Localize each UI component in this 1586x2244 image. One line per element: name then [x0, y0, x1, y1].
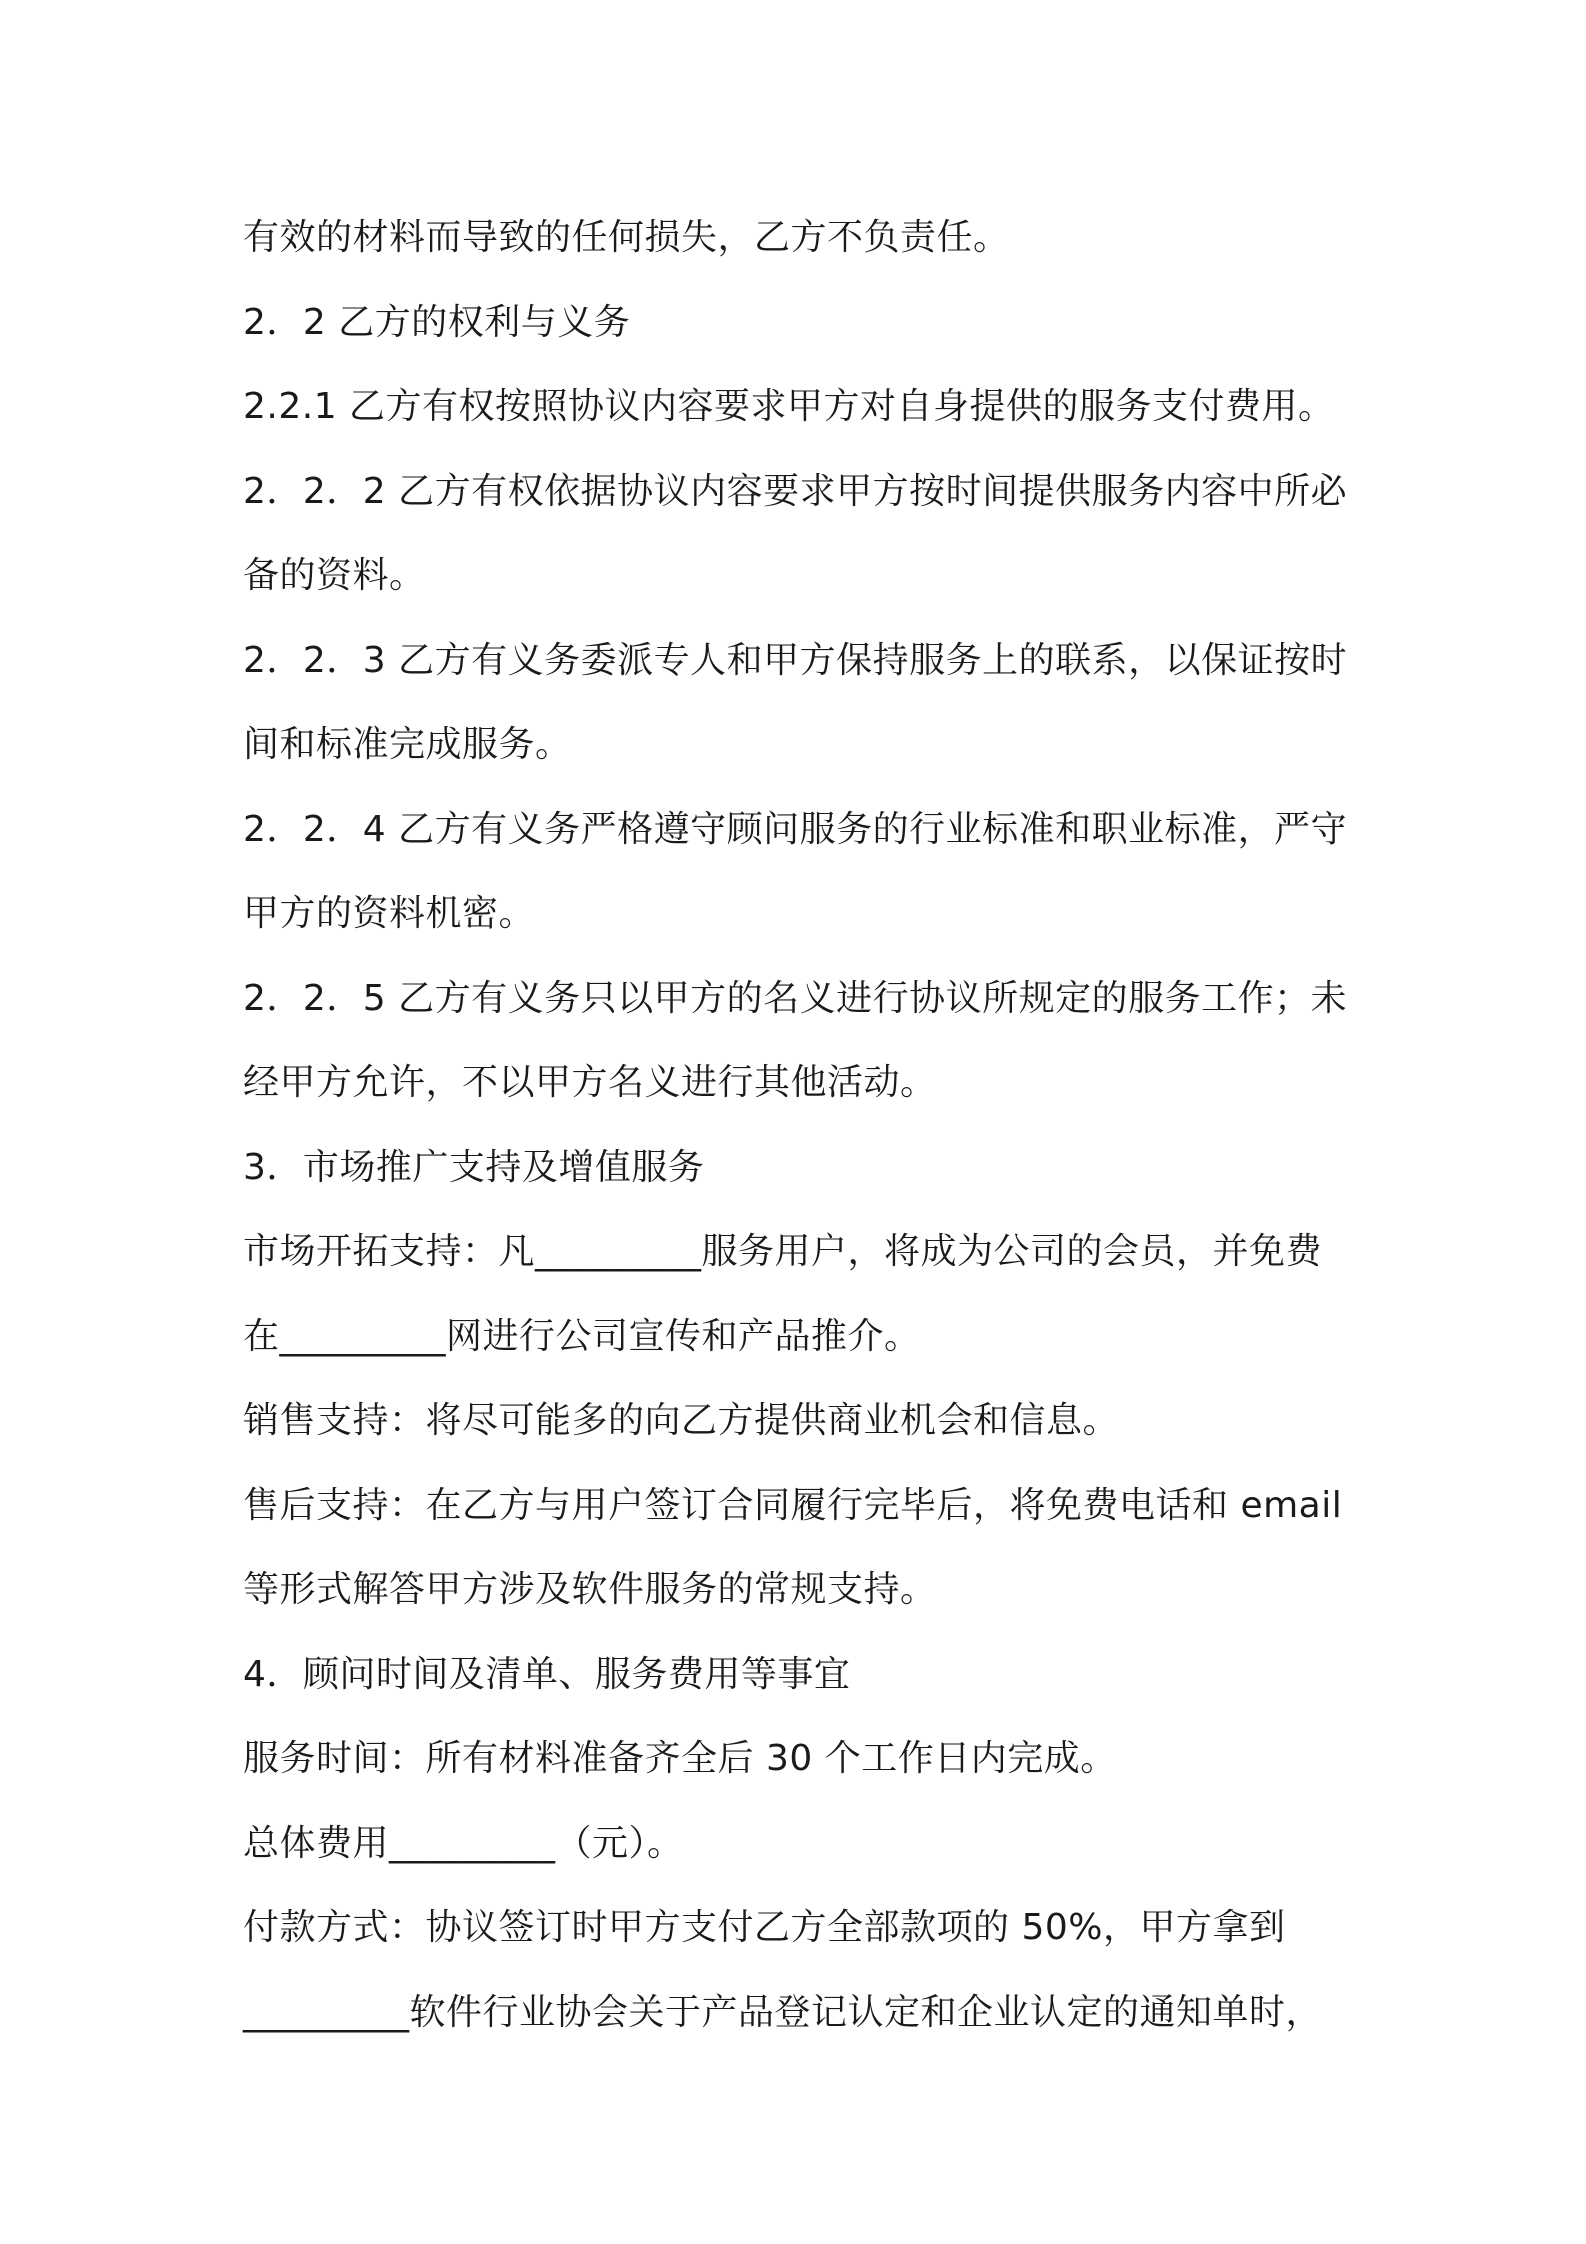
text-line: 间和标准完成服务。 [243, 724, 572, 765]
text-line: 有效的材料而导致的任何损失，乙方不负责任。 [243, 217, 1010, 258]
text-line: 甲方的资料机密。 [243, 893, 536, 934]
text-line: 等形式解答甲方涉及软件服务的常规支持。 [243, 1569, 937, 1610]
section-heading: 2．2 乙方的权利与义务 [243, 301, 631, 343]
text-line: 2.2.1 乙方有权按照协议内容要求甲方对自身提供的服务支付费用。 [243, 386, 1335, 427]
text-line: 经甲方允许，不以甲方名义进行其他活动。 [243, 1062, 937, 1103]
text-line: 2．2．4 乙方有义务严格遵守顾问服务的行业标准和职业标准，严守 [243, 808, 1348, 850]
section-heading: 3．市场推广支持及增值服务 [243, 1146, 705, 1188]
text-line: _________软件行业协会关于产品登记认定和企业认定的通知单时， [243, 1991, 1323, 2033]
text-line: 2．2．2 乙方有权依据协议内容要求甲方按时间提供服务内容中所必 [243, 470, 1348, 512]
text-line: 备的资料。 [243, 555, 426, 596]
text-line: 市场开拓支持：凡_________服务用户，将成为公司的会员，并免费 [243, 1231, 1323, 1272]
document-body [243, 196, 1363, 2055]
text-line: 售后支持：在乙方与用户签订合同履行完毕后，将免费电话和 email [243, 1484, 1343, 1526]
text-line: 2．2．3 乙方有义务委派专人和甲方保持服务上的联系，以保证按时 [243, 639, 1348, 681]
text-line: 2．2．5 乙方有义务只以甲方的名义进行协议所规定的服务工作；未 [243, 977, 1348, 1019]
text-line: 总体费用_________（元）。 [243, 1822, 684, 1864]
text-line: 服务时间：所有材料准备齐全后 30 个工作日内完成。 [243, 1738, 1117, 1779]
text-line: 在_________网进行公司宣传和产品推介。 [243, 1315, 921, 1357]
text-line: 销售支持：将尽可能多的向乙方提供商业机会和信息。 [243, 1400, 1120, 1441]
text-line: 付款方式：协议签订时甲方支付乙方全部款项的 50%，甲方拿到 [243, 1907, 1286, 1948]
section-heading: 4．顾问时间及清单、服务费用等事宜 [243, 1653, 851, 1695]
